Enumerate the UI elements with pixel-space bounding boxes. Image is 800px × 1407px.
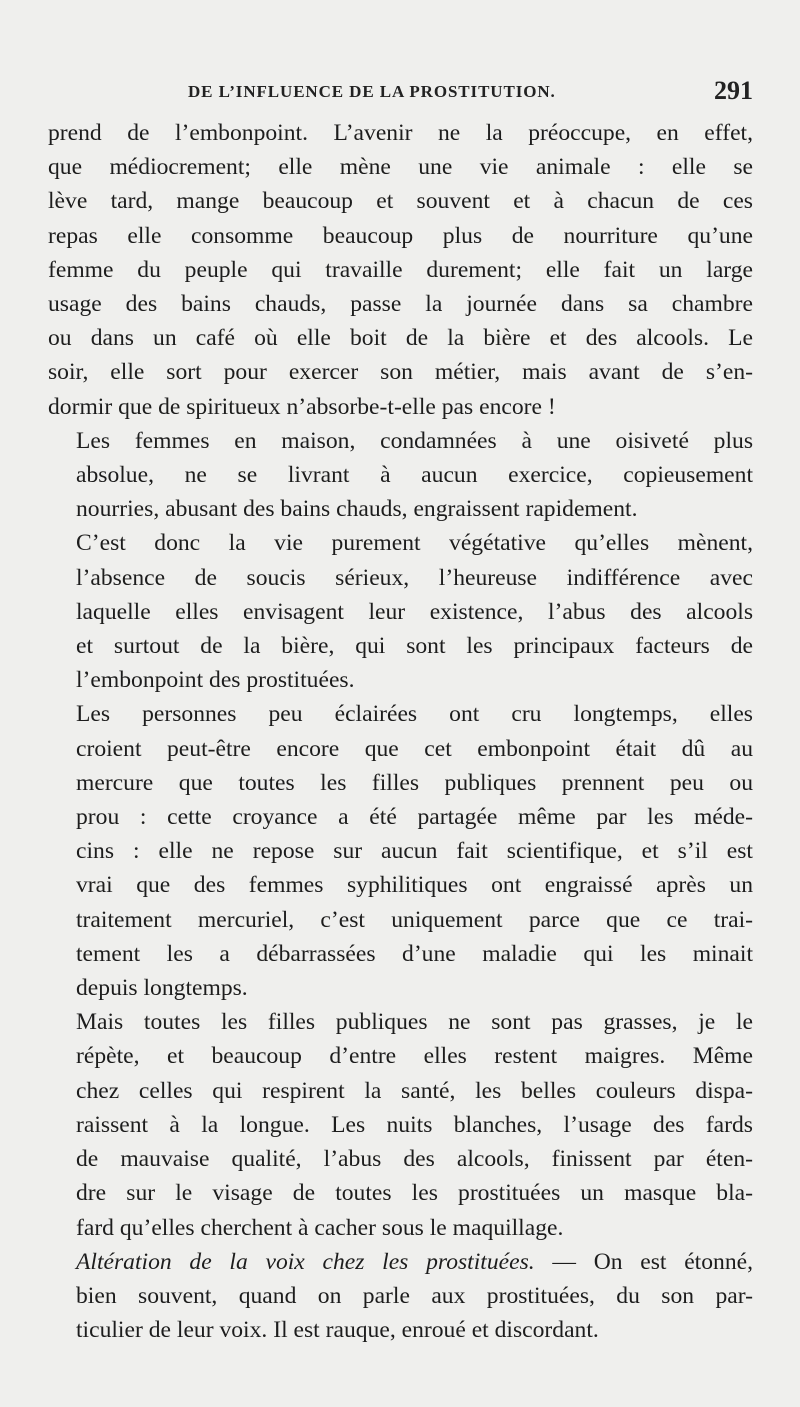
text-line: ou dans un café où elle boit de la bière et des alcools. Le (48, 325, 753, 352)
page-header (48, 76, 753, 108)
text-line: vrai que des femmes syphilitiques ont engraissé après un (76, 872, 753, 899)
paragraphs (48, 116, 753, 1245)
body-text (48, 116, 753, 1347)
text-line: Mais toutes les filles publiques ne sont pas grasses, je le (76, 1009, 753, 1036)
text-line: lève tard, mange beaucoup et souvent et à chacun de ces (48, 188, 753, 215)
text-line: prend de l’embonpoint. L’avenir ne la préoccupe, en effet, (48, 120, 753, 146)
text-line: que médiocrement; elle mène une vie animale : elle se (48, 154, 753, 181)
paragraph (48, 1005, 753, 1244)
text-line: croient peut-être encore que cet embonpoint était dû au (76, 735, 753, 762)
paragraph-final (48, 1245, 753, 1348)
paragraph (48, 526, 753, 697)
text-line: fard qu’elles cherchent à cacher sous le maquillage. (76, 1214, 564, 1241)
text-line: depuis longtemps. (76, 975, 248, 1002)
text-line: soir, elle sort pour exercer son métier, mais avant de s’en- (48, 359, 753, 386)
text-line: et surtout de la bière, qui sont les principaux facteurs de (76, 633, 753, 660)
text-line: raissent à la longue. Les nuits blanches, l’usage des fards (76, 1111, 753, 1138)
text-line (48, 1245, 753, 1279)
text-line: laquelle elles envisagent leur existence, l’abus des alcools (76, 598, 753, 625)
paragraph (48, 697, 753, 1005)
text-line: mercure que toutes les filles publiques prennent peu ou (76, 769, 753, 796)
section-lead-italic: Altération de la voix chez les prostituées. (76, 1248, 535, 1275)
running-head: DE L’INFLUENCE DE LA PROSTITUTION. (188, 82, 556, 101)
text-line: répète, et beaucoup d’entre elles restent maigres. Même (76, 1043, 753, 1070)
paragraph (48, 116, 753, 424)
text-line: Les personnes peu éclairées ont cru longtemps, elles (76, 701, 753, 728)
text-line: bien souvent, quand on parle aux prostituées, du son par- (76, 1282, 753, 1309)
text-line: tement les a débarrassées d’une maladie qui les minait (76, 940, 753, 967)
text-line: l’absence de soucis sérieux, l’heureuse indifférence avec (76, 564, 753, 591)
text-line: absolue, ne se livrant à aucun exercice, copieusement (76, 462, 753, 489)
text-line: repas elle consomme beaucoup plus de nourriture qu’une (48, 222, 753, 249)
text-line: l’embonpoint des prostituées. (76, 667, 355, 694)
text-line: chez celles qui respirent la santé, les belles couleurs dispa- (76, 1077, 753, 1104)
text-line: usage des bains chauds, passe la journée dans sa chambre (48, 291, 753, 318)
text-line: cins : elle ne repose sur aucun fait scientifique, et s’il est (76, 838, 753, 865)
text-line: prou : cette croyance a été partagée même par les méde- (76, 804, 753, 831)
text-line: C’est donc la vie purement végétative qu’elles mènent, (76, 530, 753, 557)
paragraph (48, 424, 753, 527)
text-line: nourries, abusant des bains chauds, engraissent rapidement. (76, 496, 638, 523)
text-line: traitement mercuriel, c’est uniquement parce que ce trai- (76, 906, 753, 933)
text-fragment: — On est étonné, (534, 1248, 753, 1275)
text-line: Les femmes en maison, condamnées à une oisiveté plus (76, 427, 753, 454)
text-line: dre sur le visage de toutes les prostituées un masque bla- (76, 1180, 753, 1207)
text-line: de mauvaise qualité, l’abus des alcools, finissent par éten- (76, 1146, 753, 1173)
text-line: dormir que de spiritueux n’absorbe-t-elle pas encore ! (48, 393, 556, 420)
text-line: femme du peuple qui travaille durement; elle fait un large (48, 256, 753, 283)
text-line: ticulier de leur voix. Il est rauque, enroué et discordant. (76, 1317, 599, 1344)
page-number: 291 (714, 76, 753, 105)
